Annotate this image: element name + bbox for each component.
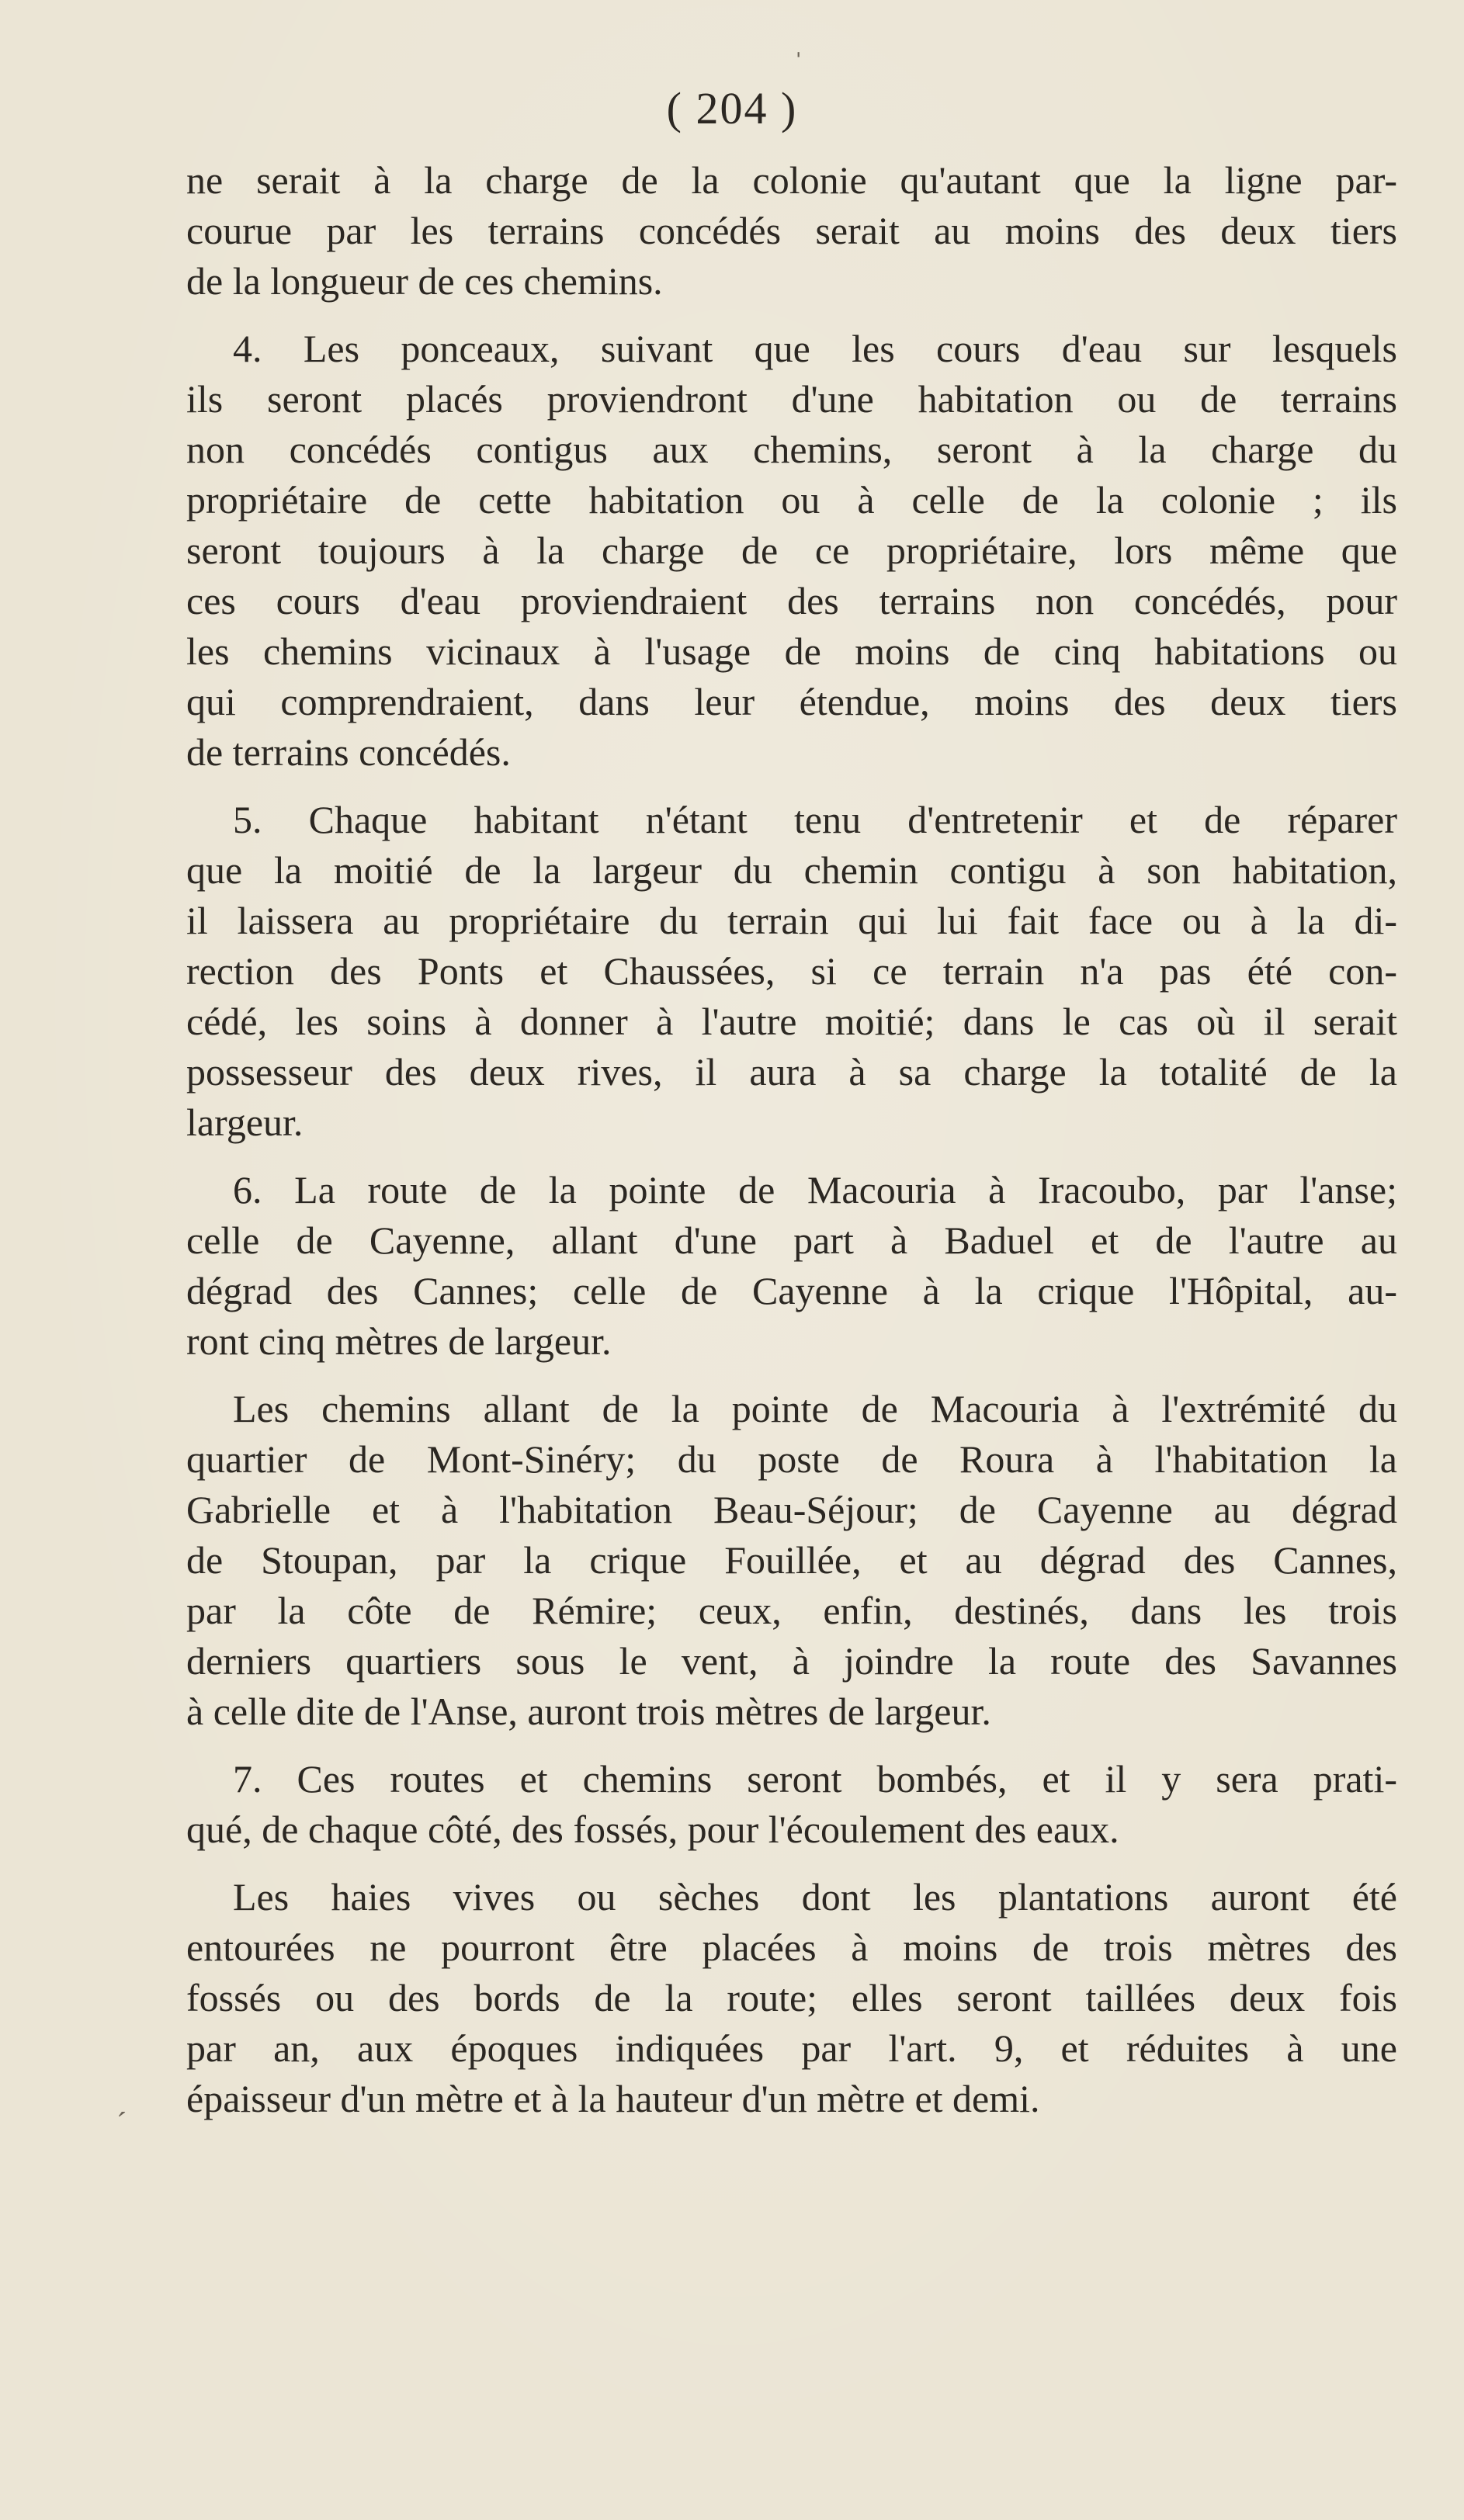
paragraph-article-4 [186, 324, 1397, 778]
text-line: rection des Ponts et Chaussées, si ce terrain n'a pas été con- [186, 949, 1397, 993]
paragraph-article-5 [186, 795, 1397, 1148]
text-line: ils seront placés proviendront d'une habitation ou de terrains [186, 377, 1397, 421]
text-line: 7. Ces routes et chemins seront bombés, et il y sera prati- [233, 1757, 1397, 1801]
text-line: derniers quartiers sous le vent, à joindre la route des Savannes [186, 1639, 1397, 1683]
text-line: courue par les terrains concédés serait au moins des deux tiers [186, 209, 1397, 252]
text-line: par an, aux époques indiquées par l'art. 9, et réduites à une [186, 2026, 1397, 2070]
text-line: 6. La route de la pointe de Macouria à Iracoubo, par l'anse; [233, 1168, 1397, 1211]
text-line: entourées ne pourront être placées à moins de trois mètres des [186, 1926, 1397, 1969]
text-line: par la côte de Rémire; ceux, enfin, destinés, dans les trois [186, 1589, 1397, 1632]
ink-mark: ˊ [116, 2106, 127, 2140]
text-line: non concédés contigus aux chemins, seront à la charge du [186, 428, 1397, 471]
text-line: seront toujours à la charge de ce propriétaire, lors même que [186, 529, 1397, 572]
page-number: ( 204 ) [666, 83, 798, 133]
text-line: il laissera au propriétaire du terrain qui lui fait face ou à la di- [186, 899, 1397, 942]
text-line: ne serait à la charge de la colonie qu'autant que la ligne par- [186, 158, 1397, 202]
text-line: ces cours d'eau proviendraient des terrains non concédés, pour [186, 579, 1397, 622]
text-line: qui comprendraient, dans leur étendue, moins des deux tiers [186, 680, 1397, 723]
text-line: 4. Les ponceaux, suivant que les cours d'eau sur lesquels [233, 327, 1397, 370]
text-line: épaisseur d'un mètre et à la hauteur d'un mètre et demi. [186, 2077, 1040, 2120]
text-line: celle de Cayenne, allant d'une part à Baduel et de l'autre au [186, 1218, 1397, 1262]
paragraph-haies [186, 1872, 1397, 2124]
text-line: possesseur des deux rives, il aura à sa charge la totalité de la [186, 1050, 1397, 1094]
text-line: propriétaire de cette habitation ou à celle de la colonie ; ils [186, 478, 1397, 522]
text-line: dégrad des Cannes; celle de Cayenne à la crique l'Hôpital, au- [186, 1269, 1397, 1312]
text-line: Les chemins allant de la pointe de Macouria à l'extrémité du [233, 1387, 1397, 1430]
text-line: de Stoupan, par la crique Fouillée, et au dégrad des Cannes, [186, 1538, 1397, 1582]
text-line: largeur. [186, 1101, 304, 1144]
paragraph-continuation [186, 155, 1397, 307]
text-line: fossés ou des bords de la route; elles seront taillées deux fois [186, 1976, 1397, 2019]
text-line: cédé, les soins à donner à l'autre moitié; dans le cas où il serait [186, 1000, 1397, 1043]
text-line: les chemins vicinaux à l'usage de moins de cinq habitations ou [186, 629, 1397, 673]
text-line: de la longueur de ces chemins. [186, 259, 663, 303]
paragraph-article-6 [186, 1165, 1397, 1367]
text-line: Les haies vives ou sèches dont les plantations auront été [233, 1875, 1397, 1919]
text-line: que la moitié de la largeur du chemin contigu à son habitation, [186, 848, 1397, 892]
body-text [186, 155, 1397, 2141]
paragraph-chemins [186, 1384, 1397, 1737]
text-line: qué, de chaque côté, des fossés, pour l'écoulement des eaux. [186, 1808, 1119, 1851]
text-line: à celle dite de l'Anse, auront trois mètres de largeur. [186, 1690, 991, 1733]
paragraph-article-7 [186, 1754, 1397, 1855]
text-line: 5. Chaque habitant n'étant tenu d'entretenir et de réparer [233, 798, 1397, 841]
text-line: Gabrielle et à l'habitation Beau-Séjour; de Cayenne au dégrad [186, 1488, 1397, 1531]
text-line: quartier de Mont-Sinéry; du poste de Roura à l'habitation la [186, 1437, 1397, 1481]
text-line: de terrains concédés. [186, 730, 511, 774]
text-line: ront cinq mètres de largeur. [186, 1319, 612, 1363]
ink-mark: ˈ [793, 46, 804, 81]
